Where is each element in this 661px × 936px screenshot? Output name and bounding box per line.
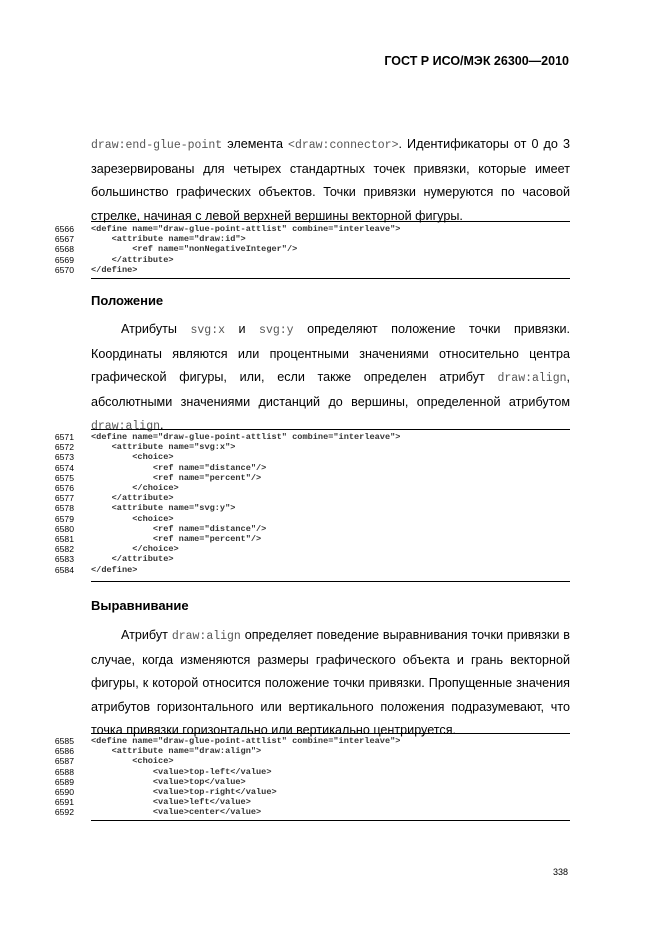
code-text: <attribute name="svg:x"> xyxy=(91,442,236,453)
line-number: 6578 xyxy=(54,503,74,514)
code-line xyxy=(34,463,570,473)
code-text: </choice> xyxy=(91,483,179,493)
code-line xyxy=(34,534,570,544)
code-bottom-rule xyxy=(91,278,570,279)
code-line xyxy=(34,473,570,483)
code-text: <ref name="nonNegativeInteger"/> xyxy=(91,244,298,255)
text-run: определяет поведение выравнивания точки привязки в случае, когда изменяются размеры графического объекта и грань векторной фигуры, к которой относится положение точки привязки. Пропущенные значения атрибутов горизонтального или вертикального положения подразумевают, что точка привязки горизонтально или вертикально центрируется. xyxy=(91,628,570,737)
inline-code: draw:align xyxy=(497,372,567,385)
code-bottom-rule xyxy=(91,820,570,821)
code-line xyxy=(34,787,570,797)
code-line xyxy=(34,265,570,275)
line-number: 6590 xyxy=(54,787,74,797)
code-text: </attribute> xyxy=(91,254,174,265)
code-text: <ref name="distance"/> xyxy=(91,523,267,534)
document-header: ГОСТ Р ИСО/МЭК 26300—2010 xyxy=(384,54,569,68)
code-top-rule xyxy=(91,733,570,734)
page-number: 338 xyxy=(552,867,568,877)
code-text: <define name="draw-glue-point-attlist" combine="interleave"> xyxy=(91,432,401,442)
line-number: 6588 xyxy=(54,766,74,777)
inline-code: draw:end-glue-point xyxy=(91,139,223,152)
code-text: <attribute name="draw:align"> xyxy=(91,746,262,757)
inline-code: svg:x xyxy=(190,324,225,337)
line-number: 6592 xyxy=(54,807,74,818)
alignment-paragraph xyxy=(91,624,570,743)
line-number: 6575 xyxy=(54,472,74,483)
code-line xyxy=(34,524,570,534)
inline-code: <draw:connector> xyxy=(288,139,399,152)
code-line xyxy=(34,807,570,817)
code-text: <ref name="distance"/> xyxy=(91,462,267,473)
code-text: <ref name="percent"/> xyxy=(91,534,262,544)
text-run: Атрибут xyxy=(121,628,172,642)
inline-code: svg:y xyxy=(259,324,294,337)
code-text: <define name="draw-glue-point-attlist" combine="interleave"> xyxy=(91,224,401,234)
code-listing-2 xyxy=(34,429,570,584)
code-line xyxy=(34,442,570,452)
line-number: 6579 xyxy=(54,513,74,524)
code-line xyxy=(34,777,570,787)
line-number: 6571 xyxy=(54,432,74,442)
line-number: 6585 xyxy=(54,736,74,746)
code-text: <value>top</value> xyxy=(91,776,246,787)
code-line xyxy=(34,746,570,756)
line-number: 6574 xyxy=(54,462,74,473)
code-text: </choice> xyxy=(91,544,179,555)
code-text: </define> xyxy=(91,264,138,275)
code-line xyxy=(34,452,570,462)
code-text: <choice> xyxy=(91,756,174,767)
line-number: 6577 xyxy=(54,493,74,504)
code-text: <value>top-left</value> xyxy=(91,766,272,777)
code-line xyxy=(34,736,570,746)
line-number: 6591 xyxy=(54,797,74,808)
intro-paragraph xyxy=(91,133,570,228)
code-text: </attribute> xyxy=(91,554,174,565)
code-text: <value>left</value> xyxy=(91,797,251,808)
line-number: 6583 xyxy=(54,554,74,565)
code-text: <attribute name="draw:id"> xyxy=(91,234,246,245)
position-paragraph xyxy=(91,318,570,439)
code-top-rule xyxy=(91,429,570,430)
code-line xyxy=(34,565,570,575)
line-number: 6580 xyxy=(54,523,74,534)
code-line xyxy=(34,224,570,234)
code-line xyxy=(34,234,570,244)
code-line xyxy=(34,244,570,254)
code-text: <define name="draw-glue-point-attlist" combine="interleave"> xyxy=(91,736,401,746)
text-run: , абсолютными значениями дистанций до вершины, определенной атрибутом xyxy=(91,370,570,409)
code-text: <value>center</value> xyxy=(91,807,262,818)
code-line xyxy=(34,432,570,442)
line-number: 6573 xyxy=(54,452,74,463)
code-line xyxy=(34,797,570,807)
text-run: . Идентификаторы от 0 до 3 зарезервированы для четырех стандартных точек привязки, которые имеет большинство графических объектов. Точки привязки нумеруются по часовой стрелке, начиная с левой верхней вершины векторной фигуры. xyxy=(91,137,571,223)
text-run: определяют положение точки привязки. Координаты являются или процентными значениями относительно центра графической фигуры, или, если также определен атрибут xyxy=(91,322,570,384)
code-line xyxy=(34,767,570,777)
line-number: 6569 xyxy=(54,254,74,265)
code-line xyxy=(34,514,570,524)
text-run: элемента xyxy=(222,137,289,151)
code-line xyxy=(34,756,570,766)
line-number: 6568 xyxy=(54,244,74,255)
code-text: </attribute> xyxy=(91,493,174,504)
line-number: 6582 xyxy=(54,544,74,555)
line-number: 6566 xyxy=(54,224,74,234)
code-text: <choice> xyxy=(91,452,174,463)
inline-code: draw:align xyxy=(171,630,241,643)
text-run: . xyxy=(160,418,164,432)
section-heading-position: Положение xyxy=(91,293,164,308)
code-text: <ref name="percent"/> xyxy=(91,472,262,483)
code-listing-3 xyxy=(34,733,570,825)
code-bottom-rule xyxy=(91,581,570,582)
code-top-rule xyxy=(91,221,570,222)
code-line xyxy=(34,544,570,554)
code-line xyxy=(34,554,570,564)
code-line xyxy=(34,503,570,513)
code-text: <choice> xyxy=(91,513,174,524)
line-number: 6567 xyxy=(54,234,74,245)
line-number: 6576 xyxy=(54,483,74,493)
line-number: 6570 xyxy=(54,264,74,275)
code-text: <attribute name="svg:y"> xyxy=(91,503,236,514)
code-line xyxy=(34,483,570,493)
code-listing-1 xyxy=(34,221,570,281)
text-run: и xyxy=(225,322,260,336)
inline-code: draw:align xyxy=(91,420,161,433)
code-text: </define> xyxy=(91,564,138,575)
line-number: 6586 xyxy=(54,746,74,757)
line-number: 6589 xyxy=(54,776,74,787)
code-line xyxy=(34,255,570,265)
section-heading-alignment: Выравнивание xyxy=(91,598,189,613)
text-run: Атрибуты xyxy=(121,322,191,336)
line-number: 6587 xyxy=(54,756,74,767)
line-number: 6581 xyxy=(54,534,74,544)
code-text: <value>top-right</value> xyxy=(91,787,277,797)
code-line xyxy=(34,493,570,503)
line-number: 6584 xyxy=(54,564,74,575)
line-number: 6572 xyxy=(54,442,74,453)
